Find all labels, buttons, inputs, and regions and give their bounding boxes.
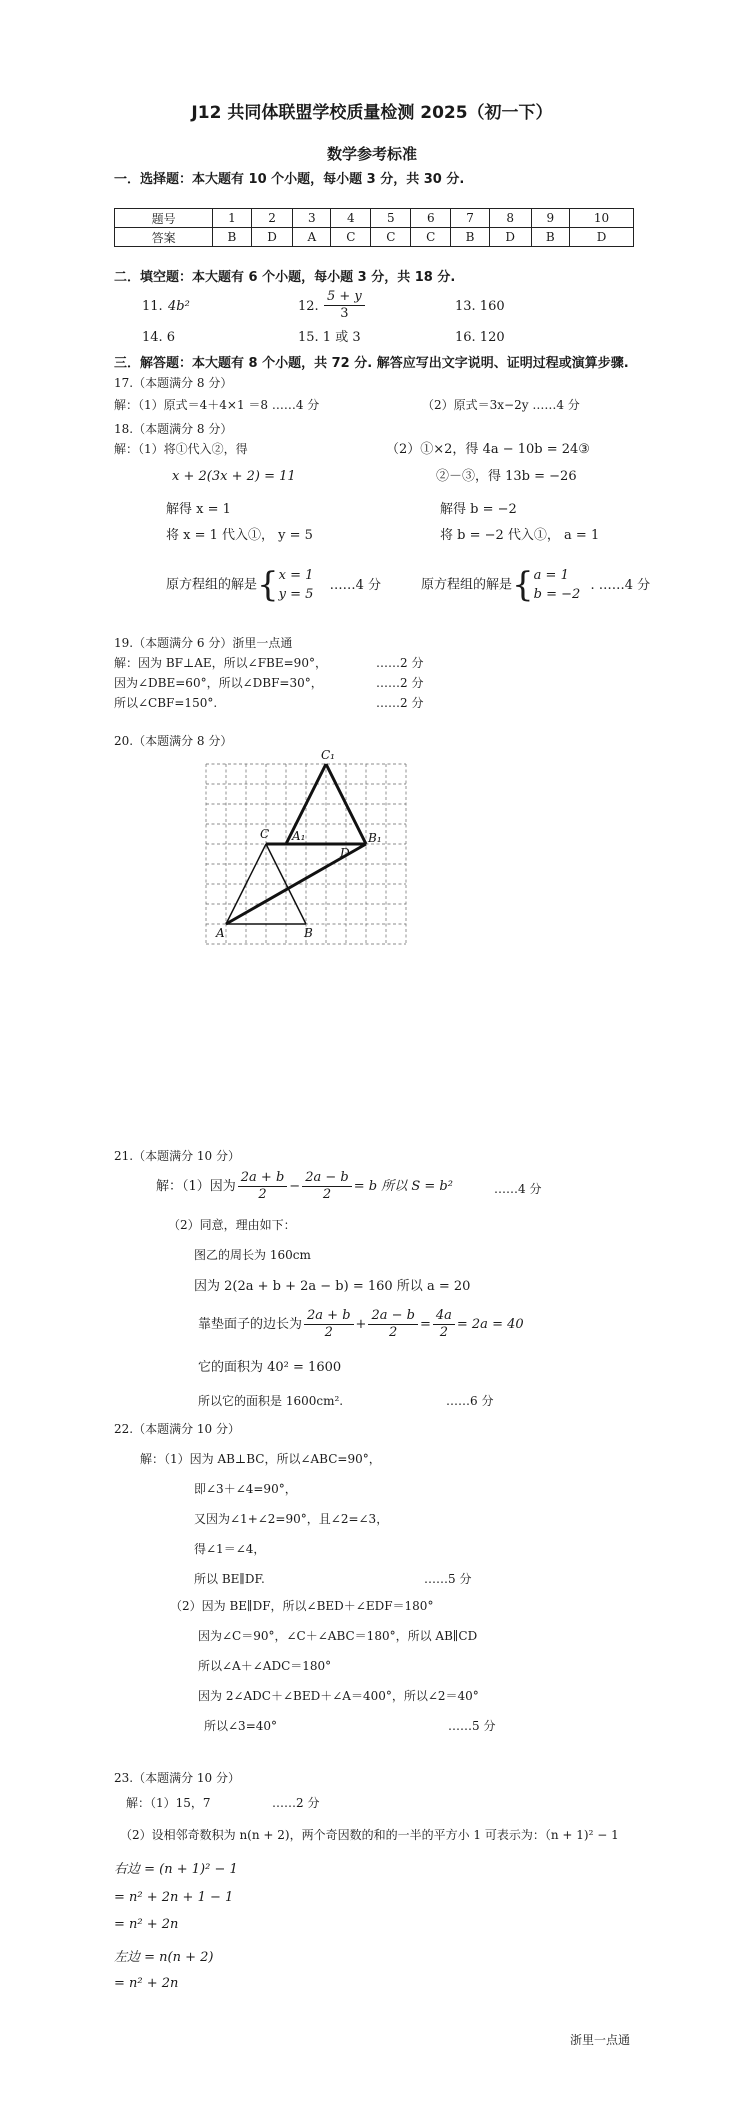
q21-p1-prefix: 解：（1）因为 xyxy=(156,1179,236,1194)
q21-title: 21.（本题满分 10 分） xyxy=(114,1149,240,1163)
section3-heading: 三．解答题：本大题有 8 个小题，共 72 分. 解答应写出文字说明、证明过程或演算步骤. xyxy=(114,356,629,371)
q18-right-solve: 解得 b = −2 xyxy=(440,502,517,517)
table-cell: 7 xyxy=(451,209,490,228)
q21-p2-line2: 因为 2(2a + b + 2a − b) = 160 所以 a = 20 xyxy=(194,1279,471,1294)
q18-right-sub: 将 b = −2 代入①， a = 1 xyxy=(440,528,600,543)
q22-p1-score: ……5 分 xyxy=(424,1572,472,1586)
q21-p1-f1-den: 2 xyxy=(258,1187,267,1202)
q18-right-intro: （2）①×2，得 4a − 10b = 24③ xyxy=(386,442,590,457)
label-b1: B₁ xyxy=(368,831,382,845)
q22-p2-line5: 所以∠3=40° xyxy=(204,1719,278,1733)
table-cell: 6 xyxy=(411,209,451,228)
q23-right-line2: = n² + 2n + 1 − 1 xyxy=(114,1890,234,1905)
q21-p2-line5: 所以它的面积是 1600cm². xyxy=(198,1394,344,1408)
q18-left-eq1: x + 2(3x + 2) = 11 xyxy=(172,469,296,484)
table-cell: C xyxy=(411,228,451,247)
q15-answer: 15. 1 或 3 xyxy=(298,330,361,345)
table-cell: 10 xyxy=(570,209,634,228)
table-cell: B xyxy=(531,228,570,247)
q23-left-line2: = n² + 2n xyxy=(114,1976,179,1991)
q19-line2: 因为∠DBE=60°，所以∠DBF=30°， xyxy=(114,676,323,690)
table-cell: D xyxy=(251,228,293,247)
q22-p2-score: ……5 分 xyxy=(448,1719,496,1733)
table-cell: 题号 xyxy=(115,209,213,228)
page-subtitle: 数学参考标准 xyxy=(326,145,417,163)
q21-l3-f3-num: 4a xyxy=(433,1308,455,1325)
q18-right-result xyxy=(421,566,650,604)
q19-line2-score: ……2 分 xyxy=(376,676,424,690)
q22-p1-line3: 又因为∠1+∠2=90°，且∠2=∠3， xyxy=(194,1512,389,1526)
q21-l3-f2-num: 2a − b xyxy=(368,1308,418,1325)
q18-right-sys1: a = 1 xyxy=(533,568,569,583)
q19-line1-score: ……2 分 xyxy=(376,656,424,670)
label-c: C xyxy=(260,827,270,841)
q21-p2-line4: 它的面积为 40² = 1600 xyxy=(198,1360,342,1375)
q21-l3-f1-num: 2a + b xyxy=(304,1308,354,1325)
footer-watermark: 浙里一点通 xyxy=(570,2033,631,2047)
label-a1: A₁ xyxy=(292,829,306,843)
q18-right-sys2: b = −2 xyxy=(533,587,581,602)
section1-heading: 一．选择题：本大题有 10 个小题，每小题 3 分，共 30 分. xyxy=(114,172,465,187)
table-cell: 8 xyxy=(489,209,531,228)
q22-p2-line2: 因为∠C＝90°，∠C＋∠ABC＝180°，所以 AB∥CD xyxy=(198,1629,478,1643)
q21-l3-f2-den: 2 xyxy=(389,1325,398,1340)
table-cell: 2 xyxy=(251,209,293,228)
q21-l3-eq: = xyxy=(419,1317,431,1332)
q17-line2: （2）原式＝3x−2y ……4 分 xyxy=(422,398,580,412)
q18-left-score: ……4 分 xyxy=(329,577,381,593)
q18-left-intro: 解：（1）将①代入②，得 xyxy=(114,442,248,456)
q21-l3-tail: = 2a = 40 xyxy=(456,1317,524,1332)
table-cell: 4 xyxy=(331,209,371,228)
q22-p2-line3: 所以∠A＋∠ADC＝180° xyxy=(198,1659,332,1673)
q20-grid-figure xyxy=(200,742,420,952)
q23-p1: 解：（1）15，7 xyxy=(126,1796,211,1810)
table-cell: A xyxy=(293,228,331,247)
table-cell: D xyxy=(489,228,531,247)
q23-right-line3: = n² + 2n xyxy=(114,1917,179,1932)
q22-p1-line5: 所以 BE∥DF. xyxy=(194,1572,265,1586)
table-cell: 1 xyxy=(213,209,252,228)
table-cell: C xyxy=(371,228,411,247)
q22-p1-line2: 即∠3＋∠4=90°， xyxy=(194,1482,297,1496)
q18-title: 18.（本题满分 8 分） xyxy=(114,422,233,436)
table-cell: 3 xyxy=(293,209,331,228)
q12-label: 12. xyxy=(298,299,319,314)
q17-title: 17.（本题满分 8 分） xyxy=(114,376,233,390)
q21-p2-line1: 图乙的周长为 160cm xyxy=(194,1248,311,1262)
q18-right-score: . ……4 分 xyxy=(590,577,651,593)
page-title: J12 共同体联盟学校质量检测 2025（初一下） xyxy=(191,103,553,123)
q21-p1-eq: = b 所以 S = b² xyxy=(353,1179,453,1194)
q19-line3-score: ……2 分 xyxy=(376,696,424,710)
q21-p2-l3-prefix: 靠垫面子的边长为 xyxy=(198,1317,303,1332)
q21-l3-f3-den: 2 xyxy=(439,1325,449,1340)
q18-left-sub: 将 x = 1 代入①， y = 5 xyxy=(166,528,313,543)
q14-answer: 14. 6 xyxy=(142,330,176,345)
q19-line1: 解：因为 BF⊥AE，所以∠FBE=90°， xyxy=(114,656,327,670)
q21-p2-score: ……6 分 xyxy=(446,1394,494,1408)
label-c1: C₁ xyxy=(321,748,335,762)
q21-l3-plus: + xyxy=(355,1317,367,1332)
table-answer-row xyxy=(115,228,634,247)
q13-answer: 13. 160 xyxy=(455,299,505,314)
table-cell: 9 xyxy=(531,209,570,228)
left-brace-icon: { xyxy=(512,565,534,605)
q21-l3-f1-den: 2 xyxy=(324,1325,333,1340)
q21-p1-minus: − xyxy=(289,1179,301,1194)
q12-numerator: 5 + y xyxy=(324,289,365,306)
q18-right-eq1: ②－③，得 13b = −26 xyxy=(436,469,577,484)
q19-line3: 所以∠CBF=150°. xyxy=(114,696,218,710)
q16-answer: 16. 120 xyxy=(455,330,505,345)
label-a: A xyxy=(216,926,225,940)
q21-p1-score: ……4 分 xyxy=(494,1182,542,1196)
q18-left-result xyxy=(166,566,381,604)
label-b: B xyxy=(304,926,313,940)
q12-fraction xyxy=(322,289,367,322)
q22-p2-line4: 因为 2∠ADC＋∠BED＋∠A＝400°，所以∠2＝40° xyxy=(198,1689,479,1703)
q22-p1-line4: 得∠1＝∠4， xyxy=(194,1542,266,1556)
q22-p1-line1: 解：（1）因为 AB⊥BC，所以∠ABC=90°， xyxy=(140,1452,381,1466)
q18-left-sys2: y = 5 xyxy=(278,587,314,602)
q11-value: 4b² xyxy=(168,299,190,314)
q23-title: 23.（本题满分 10 分） xyxy=(114,1771,240,1785)
label-d: D xyxy=(340,846,350,860)
table-cell: B xyxy=(213,228,252,247)
q21-part1 xyxy=(156,1170,453,1203)
q12-denominator: 3 xyxy=(340,306,349,321)
q23-right-line1: 右边 = (n + 1)² − 1 xyxy=(114,1862,238,1877)
q21-p1-f2-den: 2 xyxy=(322,1187,332,1202)
q17-line1: 解：（1）原式＝4＋4×1 ＝8 ……4 分 xyxy=(114,398,320,412)
q22-title: 22.（本题满分 10 分） xyxy=(114,1422,240,1436)
q23-left-line1: 左边 = n(n + 2) xyxy=(114,1950,214,1965)
q20-title: 20.（本题满分 8 分） xyxy=(114,734,233,748)
q22-p2-line1: （2）因为 BE∥DF，所以∠BED＋∠EDF＝180° xyxy=(170,1599,434,1613)
table-cell: B xyxy=(451,228,490,247)
table-cell: D xyxy=(570,228,634,247)
q19-title: 19.（本题满分 6 分）浙里一点通 xyxy=(114,636,293,650)
q23-p1-score: ……2 分 xyxy=(272,1796,320,1810)
q21-p1-f2-num: 2a − b xyxy=(302,1170,352,1187)
table-cell: C xyxy=(331,228,371,247)
table-cell: 5 xyxy=(371,209,411,228)
q18-left-result-prefix: 原方程组的解是 xyxy=(166,577,258,593)
q21-p1-f1-num: 2a + b xyxy=(238,1170,288,1187)
q18-left-sys1: x = 1 xyxy=(278,568,314,583)
section2-heading: 二．填空题：本大题有 6 个小题，每小题 3 分，共 18 分. xyxy=(114,270,456,285)
q21-p2-intro: （2）同意，理由如下： xyxy=(168,1218,296,1232)
answer-table xyxy=(114,208,634,247)
left-brace-icon: { xyxy=(257,565,279,605)
q18-left-solve: 解得 x = 1 xyxy=(166,502,231,517)
table-cell: 答案 xyxy=(115,228,213,247)
q21-p2-line3 xyxy=(198,1308,524,1341)
table-header-row xyxy=(115,209,634,228)
q23-p2: （2）设相邻奇数积为 n(n + 2)，两个奇因数的和的一半的平方小 1 可表示为：（n + 1)² − 1 xyxy=(120,1828,619,1842)
q11-label: 11. xyxy=(142,299,163,314)
q18-right-result-prefix: 原方程组的解是 xyxy=(421,577,513,593)
